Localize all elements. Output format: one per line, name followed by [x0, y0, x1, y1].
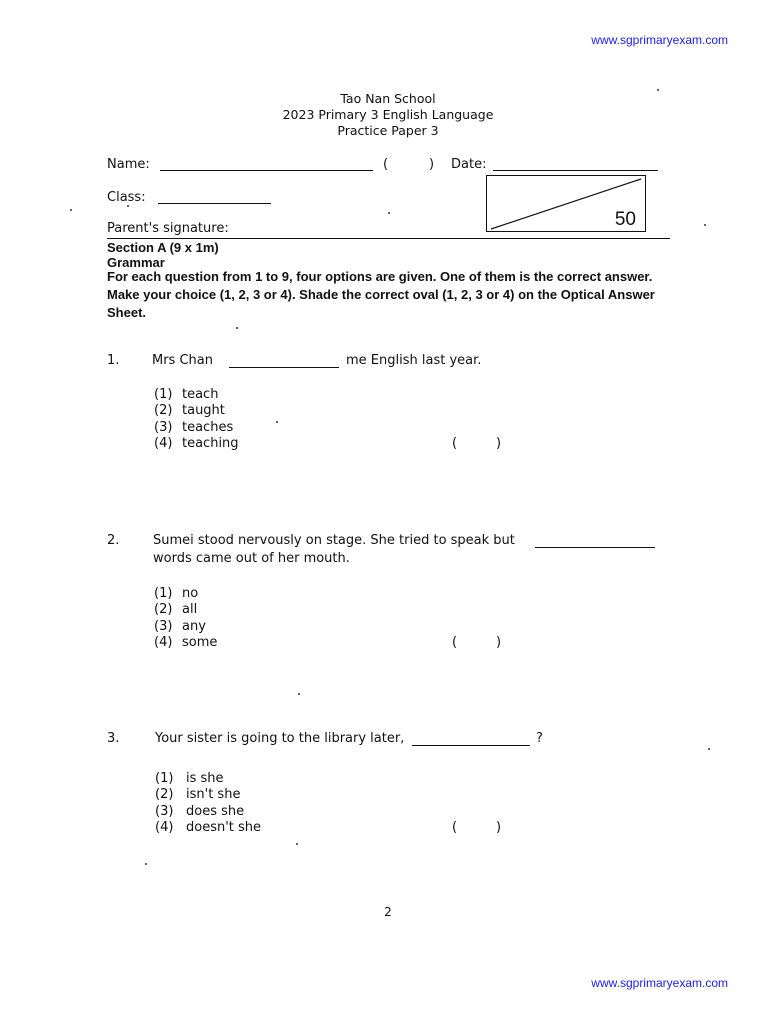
- option-number: (3): [155, 803, 174, 819]
- option-text: no: [182, 586, 199, 601]
- option[interactable]: [154, 387, 239, 403]
- option-number: (2): [154, 403, 173, 419]
- question-2-text-line2: words came out of her mouth.: [153, 551, 350, 566]
- option[interactable]: [154, 602, 217, 618]
- question-1-blank: [229, 355, 339, 368]
- option-number: (1): [155, 771, 174, 786]
- class-label: Class:: [107, 190, 146, 205]
- option-text: isn't she: [186, 787, 241, 803]
- question-1-text-after: me English last year.: [346, 353, 482, 368]
- paper-title: Practice Paper 3: [337, 123, 439, 138]
- question-3-options: [155, 771, 261, 836]
- option-text: doesn't she: [186, 819, 262, 835]
- option-number: (1): [154, 586, 173, 601]
- question-3-answer-open: (: [452, 820, 458, 835]
- school-name: Tao Nan School: [340, 91, 436, 106]
- option[interactable]: [154, 586, 217, 602]
- option-number: (4): [155, 819, 174, 835]
- option-text: is she: [186, 771, 224, 786]
- option-text: teaches: [182, 419, 234, 435]
- question-1-options: [154, 387, 239, 452]
- question-3-text-before: Your sister is going to the library later,: [155, 731, 405, 746]
- option-number: (3): [154, 419, 173, 435]
- option-number: (4): [154, 435, 173, 451]
- option-text: teaching: [182, 435, 239, 451]
- option-number: (4): [154, 634, 173, 650]
- section-divider: [107, 238, 670, 239]
- question-2-answer-close[interactable]: ): [496, 635, 502, 650]
- question-3-answer-close[interactable]: ): [496, 820, 502, 835]
- scan-speck: [704, 224, 706, 226]
- question-1-answer-open: (: [452, 436, 458, 451]
- question-1-answer-close[interactable]: ): [496, 436, 502, 451]
- option[interactable]: [154, 619, 217, 635]
- score-box: [486, 175, 646, 232]
- section-title: Section A (9 x 1m): [107, 240, 219, 255]
- option-number: (3): [154, 618, 173, 634]
- section-instructions: For each question from 1 to 9, four options are given. One of them is the correct answer. Make your choice (1, 2, 3 or 4). Shade the correct oval (1, 2, 3 or 4) on the Optical Answer Sheet.: [107, 269, 655, 320]
- option[interactable]: [154, 436, 239, 452]
- question-2-options: [154, 586, 217, 651]
- question-2-answer-open: (: [452, 635, 458, 650]
- option-text: some: [182, 634, 218, 650]
- option[interactable]: [155, 771, 261, 787]
- option-number: (1): [154, 387, 173, 402]
- option[interactable]: [155, 804, 261, 820]
- option[interactable]: [154, 635, 217, 651]
- scan-speck: [388, 212, 390, 214]
- option-text: does she: [186, 803, 245, 819]
- date-field[interactable]: [493, 158, 658, 171]
- scan-speck: [236, 327, 238, 329]
- option-text: any: [182, 618, 206, 634]
- option-number: (2): [155, 787, 174, 803]
- total-marks: 50: [614, 209, 636, 230]
- name-label: Name:: [107, 157, 150, 172]
- question-1-text-before: Mrs Chan: [152, 353, 213, 368]
- index-paren-open: (: [383, 157, 389, 172]
- question-1-number: 1.: [107, 353, 120, 368]
- question-3-blank: [412, 733, 530, 746]
- option[interactable]: [154, 403, 239, 419]
- scan-speck: [657, 89, 659, 91]
- option[interactable]: [155, 787, 261, 803]
- scan-speck: [276, 421, 278, 423]
- question-3-number: 3.: [107, 731, 120, 746]
- scan-speck: [296, 843, 298, 845]
- question-2-text-before: Sumei stood nervously on stage. She tried to speak but: [153, 533, 515, 548]
- scan-speck: [70, 209, 72, 211]
- footer-website-link[interactable]: www.sgprimaryexam.com: [591, 976, 728, 990]
- option[interactable]: [155, 820, 261, 836]
- scan-speck: [127, 205, 129, 207]
- page-number: 2: [384, 905, 392, 919]
- question-2-number: 2.: [107, 533, 120, 548]
- class-field[interactable]: [158, 191, 271, 204]
- section-subtitle: Grammar: [107, 255, 165, 270]
- question-3-text-after: ?: [536, 731, 543, 746]
- name-field[interactable]: [160, 158, 373, 171]
- parent-signature-label: Parent's signature:: [107, 221, 229, 236]
- date-label: Date:: [451, 157, 487, 172]
- header-website-link[interactable]: www.sgprimaryexam.com: [591, 33, 728, 47]
- scan-speck: [145, 863, 147, 865]
- option[interactable]: [154, 420, 239, 436]
- paper-subtitle: 2023 Primary 3 English Language: [282, 107, 494, 122]
- scan-speck: [708, 748, 710, 750]
- option-number: (2): [154, 602, 173, 618]
- index-paren-close: ): [429, 157, 435, 172]
- option-text: all: [182, 602, 198, 618]
- scan-speck: [298, 693, 300, 695]
- option-text: teach: [182, 387, 219, 402]
- question-2-blank: [535, 535, 655, 548]
- option-text: taught: [182, 403, 225, 419]
